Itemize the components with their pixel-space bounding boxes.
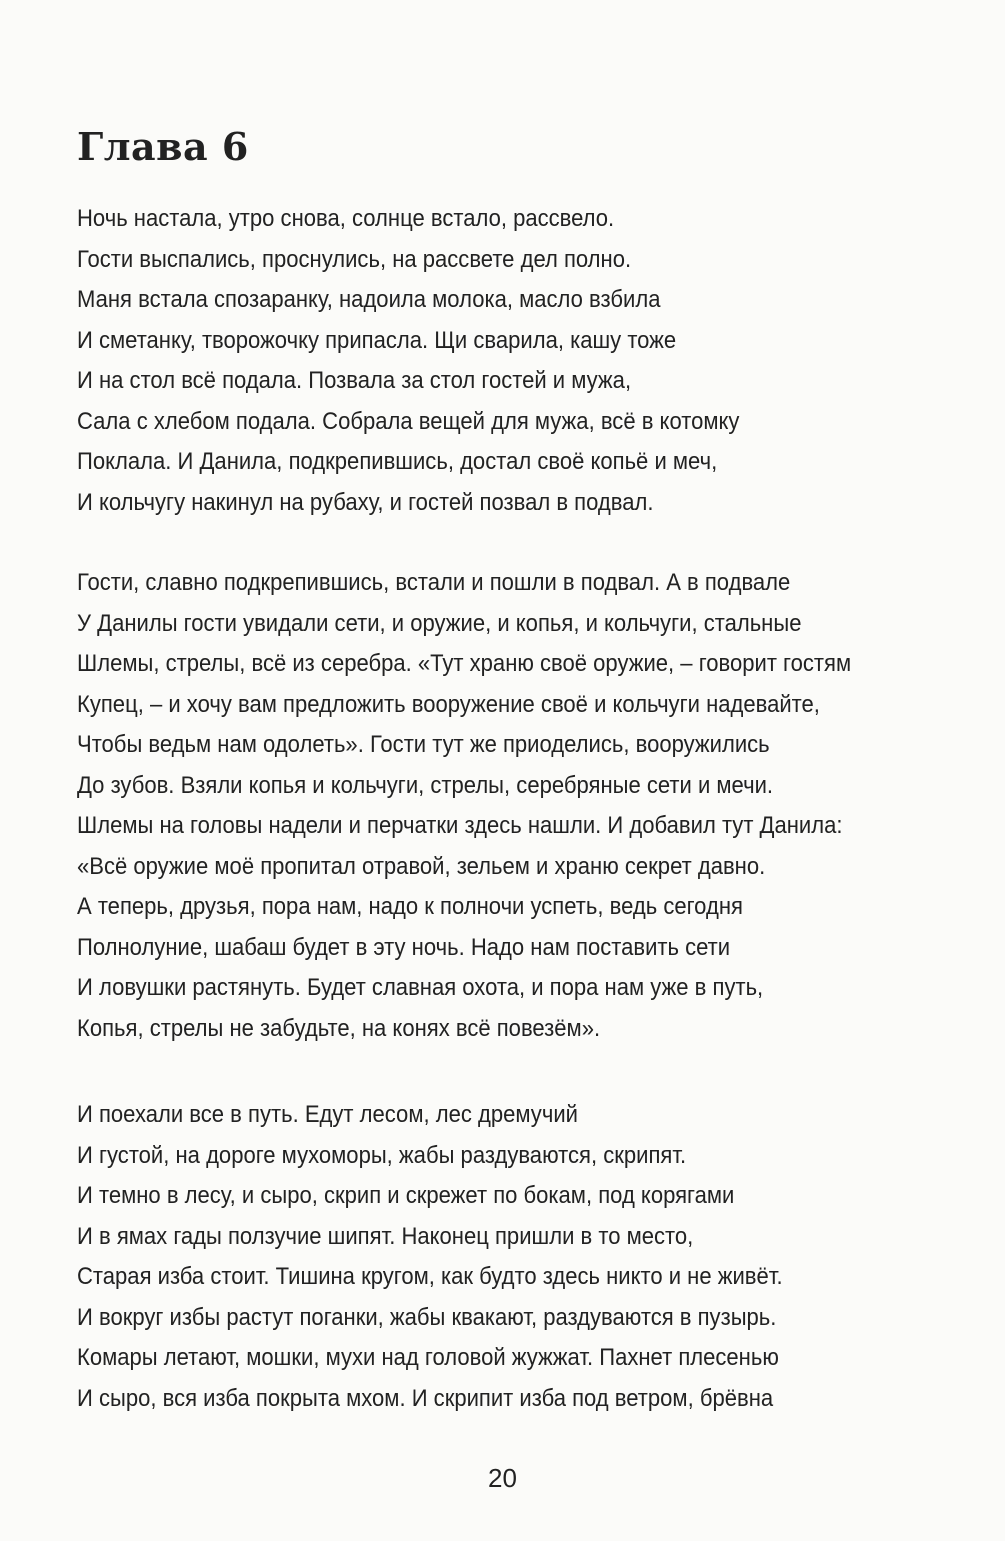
verse-line: Шлемы на головы надели и перчатки здесь нашли. И добавил тут Данила: [77, 812, 843, 839]
verse-line: Старая изба стоит. Тишина кругом, как будто здесь никто и не живёт. [77, 1263, 783, 1290]
verse-line: И ловушки растянуть. Будет славная охота, и пора нам уже в путь, [77, 974, 764, 1001]
page-number: 20 [488, 1463, 517, 1493]
stanza [77, 563, 977, 1049]
verse-line: И кольчугу накинул на рубаху, и гостей позвал в подвал. [77, 488, 654, 516]
verse-line: И сыро, вся изба покрыта мхом. И скрипит изба под ветром, брёвна [77, 1384, 774, 1412]
verse-line: Маня встала спозаранку, надоила молока, масло взбила [77, 286, 661, 313]
verse-line: Купец, – и хочу вам предложить вооружение своё и кольчуги надевайте, [77, 690, 820, 718]
verse-line: И в ямах гады ползучие шипят. Наконец пришли в то место, [77, 1222, 694, 1250]
verse-line: И на стол всё подала. Позвала за стол гостей и мужа, [77, 367, 632, 394]
verse-line: Чтобы ведьм нам одолеть». Гости тут же приоделись, вооружились [77, 731, 770, 758]
verse-line: У Данилы гости увидали сети, и оружие, и копья, и кольчуги, стальные [77, 609, 802, 637]
verse-line: Гости выспались, проснулись, на рассвете дел полно. [77, 245, 632, 273]
verse-line: До зубов. Взяли копья и кольчуги, стрелы, серебряные сети и мечи. [77, 771, 774, 799]
chapter-title: Глава 6 [77, 124, 249, 169]
verse-line: А теперь, друзья, пора нам, надо к полночи успеть, ведь сегодня [77, 893, 743, 920]
verse-line: Полнолуние, шабаш будет в эту ночь. Надо нам поставить сети [77, 933, 731, 961]
verse-line: Поклала. И Данила, подкрепившись, достал своё копьё и меч, [77, 448, 718, 475]
verse-line: И густой, на дороге мухоморы, жабы раздуваются, скрипят. [77, 1141, 687, 1169]
verse-line: Комары летают, мошки, мухи над головой жужжат. Пахнет плесенью [77, 1344, 779, 1371]
verse-line: И вокруг избы растут поганки, жабы квакают, раздуваются в пузырь. [77, 1303, 777, 1331]
verse-line: «Всё оружие моё пропитал отравой, зельем и храню секрет давно. [77, 852, 766, 880]
verse-line: И сметанку, творожочку припасла. Щи сварила, кашу тоже [77, 326, 677, 354]
verse-line: И темно в лесу, и сыро, скрип и скрежет по бокам, под корягами [77, 1182, 735, 1209]
verse-line: Гости, славно подкрепившись, встали и пошли в подвал. А в подвале [77, 569, 791, 596]
verse-line: Шлемы, стрелы, всё из серебра. «Тут храню своё оружие, – говорит гостям [77, 650, 852, 677]
stanza [77, 1095, 977, 1419]
verse-line: Ночь настала, утро снова, солнце встало, рассвело. [77, 205, 615, 232]
stanza [77, 199, 977, 523]
verse-line: И поехали все в путь. Едут лесом, лес дремучий [77, 1101, 578, 1128]
verse-line: Копья, стрелы не забудьте, на конях всё повезём». [77, 1014, 601, 1042]
verse-line: Сала с хлебом подала. Собрала вещей для мужа, всё в котомку [77, 407, 740, 435]
